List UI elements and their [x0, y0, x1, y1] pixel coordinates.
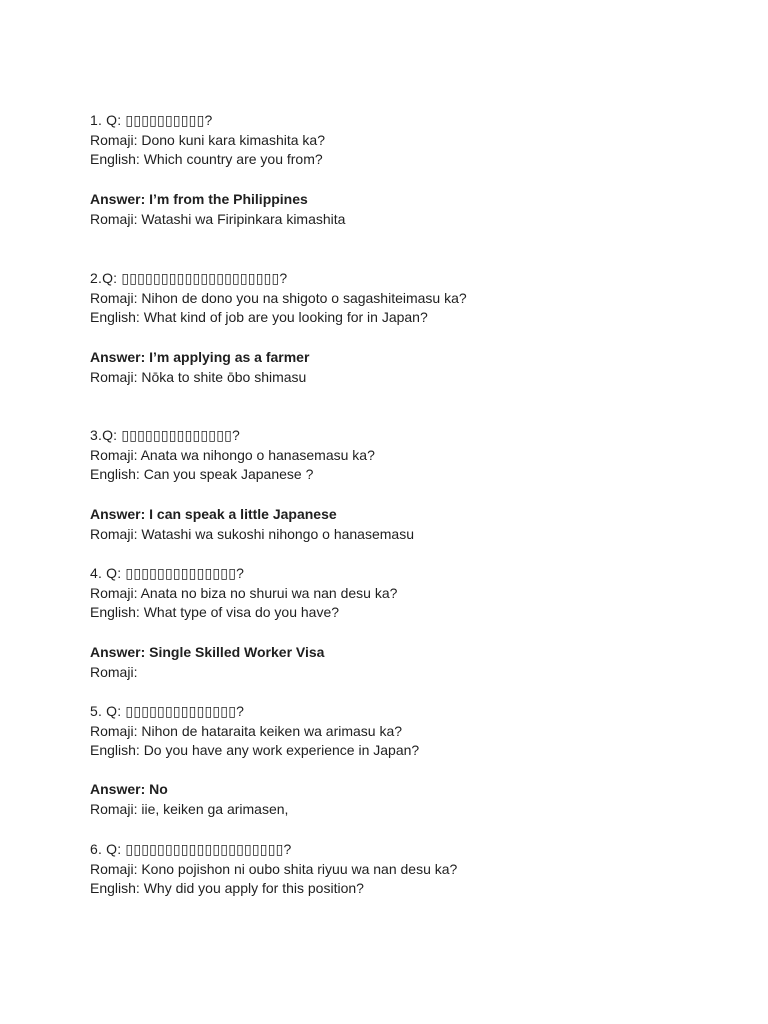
qa-question-1 [90, 111, 730, 170]
qa-question-6 [90, 840, 730, 899]
qa-answer-5 [90, 780, 730, 819]
question-english: English: Which country are you from? [90, 151, 323, 168]
question-english: English: What type of visa do you have? [90, 604, 340, 621]
question-line: 5. Q: ▯▯▯▯▯▯▯▯▯▯▯▯▯▯? [90, 703, 245, 719]
question-romaji: Romaji: Anata wa nihongo o hanasemasu ka? [90, 446, 375, 463]
answer-line: Answer: I’m from the Philippines [90, 191, 308, 207]
question-english: English: Do you have any work experience in Japan? [90, 742, 420, 759]
question-english: English: What kind of job are you looking for in Japan? [90, 309, 428, 326]
qa-answer-1 [90, 190, 730, 229]
answer-line: Answer: I’m applying as a farmer [90, 349, 310, 365]
qa-question-4 [90, 564, 730, 623]
question-romaji: Romaji: Kono pojishon ni oubo shita riyuu wa nan desu ka? [90, 860, 458, 877]
question-romaji: Romaji: Dono kuni kara kimashita ka? [90, 131, 325, 148]
qa-answer-3 [90, 505, 730, 544]
question-line: 2.Q: ▯▯▯▯▯▯▯▯▯▯▯▯▯▯▯▯▯▯▯▯? [90, 270, 288, 286]
answer-romaji: Romaji: iie, keiken ga arimasen, [90, 800, 289, 817]
qa-question-5 [90, 702, 730, 761]
question-line: 4. Q: ▯▯▯▯▯▯▯▯▯▯▯▯▯▯? [90, 565, 245, 581]
answer-line: Answer: I can speak a little Japanese [90, 506, 337, 522]
answer-line: Answer: Single Skilled Worker Visa [90, 644, 325, 660]
answer-romaji: Romaji: Watashi wa Firipinkara kimashita [90, 210, 346, 227]
question-english: English: Can you speak Japanese ? [90, 466, 314, 483]
question-english: English: Why did you apply for this position? [90, 880, 364, 897]
question-romaji: Romaji: Nihon de hataraita keiken wa arimasu ka? [90, 722, 403, 739]
qa-question-3 [90, 426, 730, 485]
answer-romaji: Romaji: [90, 663, 138, 680]
qa-question-2 [90, 269, 730, 328]
question-romaji: Romaji: Nihon de dono you na shigoto o sagashiteimasu ka? [90, 289, 467, 306]
question-romaji: Romaji: Anata no biza no shurui wa nan desu ka? [90, 584, 398, 601]
answer-line: Answer: No [90, 781, 168, 797]
question-line: 3.Q: ▯▯▯▯▯▯▯▯▯▯▯▯▯▯? [90, 427, 240, 443]
question-line: 1. Q: ▯▯▯▯▯▯▯▯▯▯? [90, 112, 213, 128]
question-line: 6. Q: ▯▯▯▯▯▯▯▯▯▯▯▯▯▯▯▯▯▯▯▯? [90, 841, 292, 857]
answer-romaji: Romaji: Watashi wa sukoshi nihongo o hanasemasu [90, 525, 414, 542]
qa-answer-4 [90, 643, 730, 682]
answer-romaji: Romaji: Nōka to shite ōbo shimasu [90, 368, 307, 385]
qa-answer-2 [90, 348, 730, 387]
